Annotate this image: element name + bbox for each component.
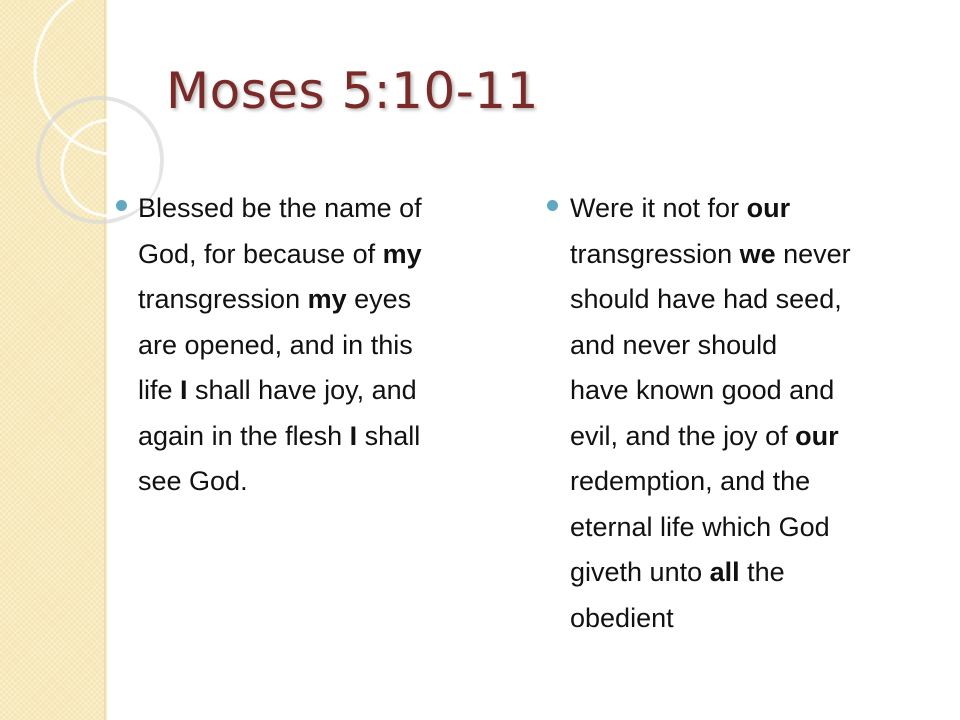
text-segment: transgression <box>138 284 308 314</box>
text-segment: and never should <box>570 329 778 360</box>
slide-title: Moses 5:10-11 <box>166 62 539 120</box>
text-line <box>138 368 518 414</box>
text-segment: shall have joy, and <box>187 375 417 405</box>
emphasized-word: my <box>307 284 347 314</box>
text-segment: have known good and <box>570 375 835 405</box>
text-segment: evil, and the joy of <box>570 420 796 451</box>
text-line <box>570 232 950 278</box>
text-line <box>570 186 950 232</box>
text-line <box>138 232 518 278</box>
text-line <box>138 459 518 505</box>
text-line <box>138 277 518 323</box>
text-segment: God, for because of <box>138 238 383 269</box>
text-line <box>570 459 950 505</box>
bullet-icon-left <box>116 200 127 211</box>
text-segment: see God. <box>138 466 248 496</box>
text-segment: giveth unto <box>570 557 710 587</box>
emphasized-word: my <box>382 238 422 269</box>
emphasized-word: all <box>709 557 740 587</box>
emphasized-word: our <box>795 420 839 451</box>
text-segment: redemption, and the <box>570 466 811 496</box>
text-segment: are opened, and in this <box>138 329 413 360</box>
text-segment: should have had seed, <box>570 284 842 314</box>
text-segment: Were it not for <box>570 193 747 223</box>
text-line <box>138 323 518 369</box>
emphasized-word: our <box>746 193 791 223</box>
text-line <box>570 505 950 551</box>
text-line <box>570 323 950 369</box>
text-segment: life <box>138 375 181 405</box>
text-line <box>570 277 950 323</box>
text-line <box>570 414 950 460</box>
text-line <box>570 368 950 414</box>
text-segment: again in the flesh <box>138 420 350 451</box>
text-segment: Blessed be the name of <box>138 193 422 223</box>
emphasized-word: I <box>349 420 358 451</box>
text-segment: obedient <box>570 602 674 633</box>
text-segment: eyes <box>346 284 412 314</box>
text-segment: transgression <box>570 238 740 269</box>
text-line <box>570 596 950 642</box>
bullet-icon-right <box>547 200 558 211</box>
text-segment: never <box>775 238 851 269</box>
text-segment: shall <box>357 420 421 451</box>
text-segment: the <box>739 557 785 587</box>
text-line <box>138 186 518 232</box>
text-segment: eternal life which God <box>570 511 830 542</box>
right-column-text <box>570 186 950 641</box>
left-column-text <box>138 186 518 505</box>
emphasized-word: we <box>739 238 776 269</box>
text-line <box>570 550 950 596</box>
text-line <box>138 414 518 460</box>
emphasized-word: I <box>180 375 188 405</box>
